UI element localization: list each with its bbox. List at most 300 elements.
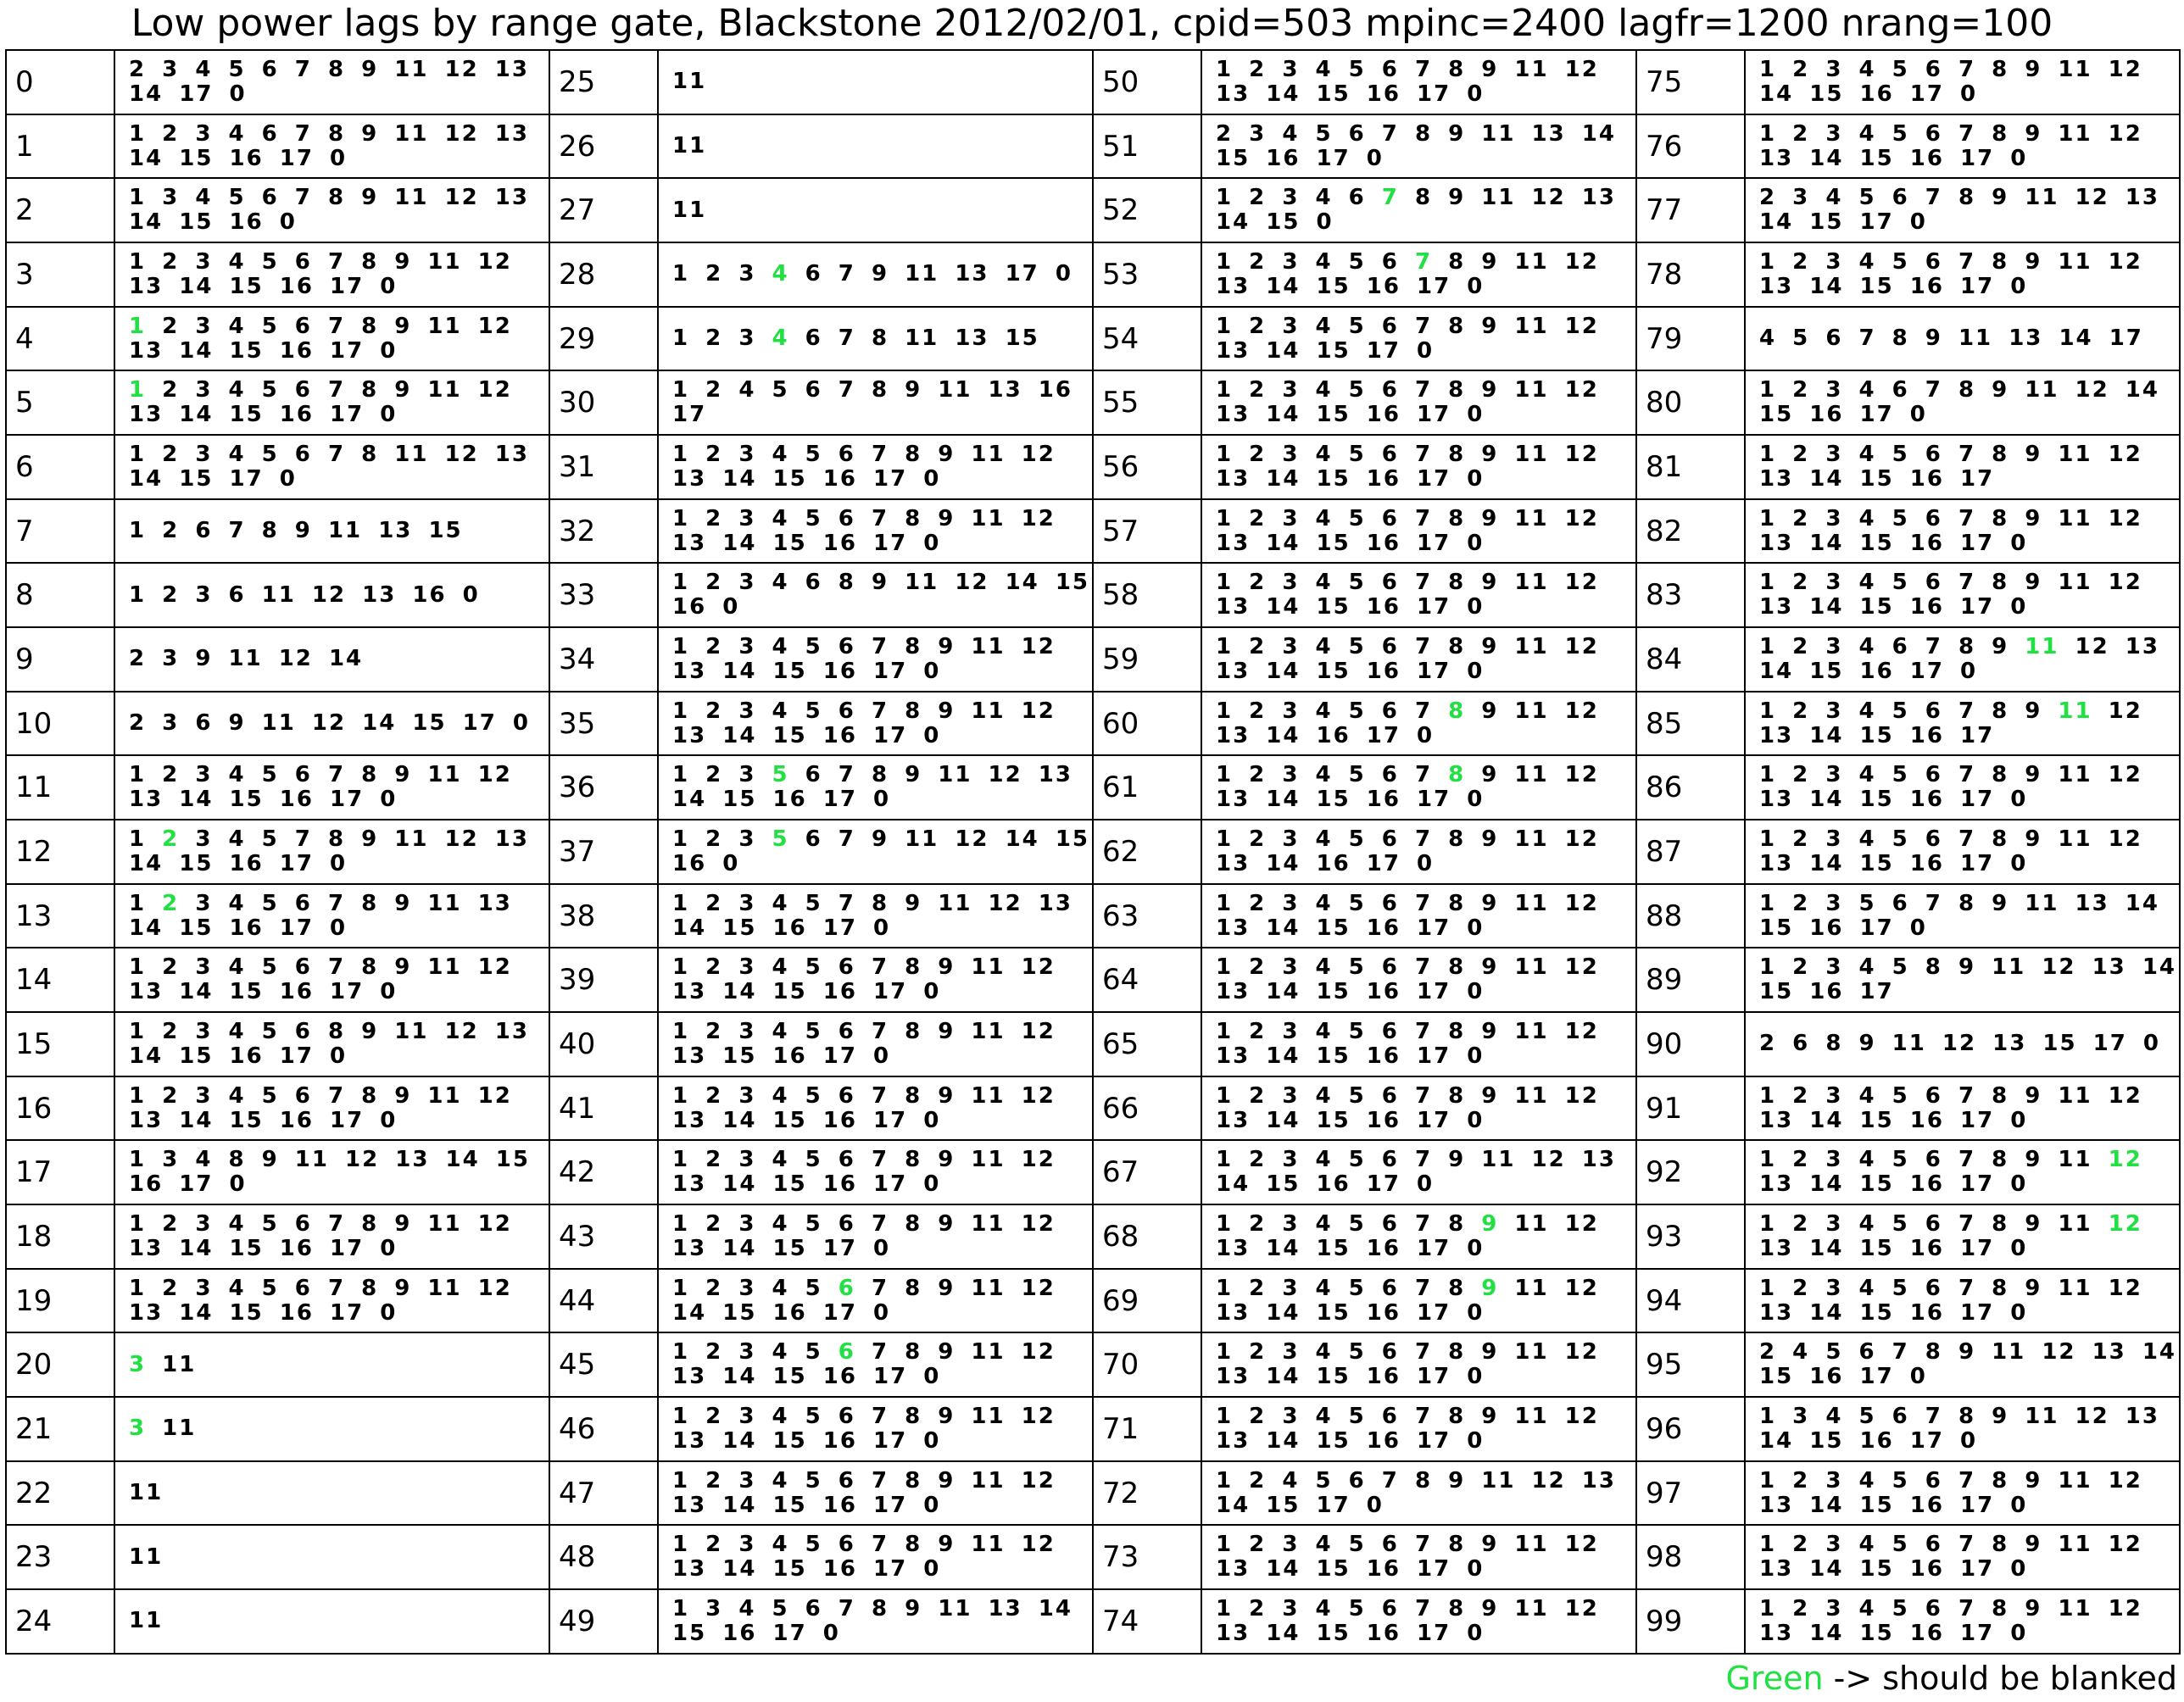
lag-value: 6 (294, 1082, 312, 1109)
lag-value: 2 (1792, 1147, 1810, 1173)
lag-value: 16 (279, 273, 314, 299)
lag-value: 14 (1809, 1620, 1844, 1646)
lag-value: 16 (822, 530, 857, 556)
lag-value: 6 (1381, 248, 1399, 275)
lag-value: 0 (1467, 594, 1485, 620)
range-gate-number: 81 (1636, 435, 1745, 499)
lag-value: 17 (330, 787, 365, 813)
lag-value: 4 (1315, 954, 1333, 981)
lag-value: 8 (1448, 56, 1466, 82)
range-gate-table (5, 49, 2181, 1655)
lag-value: 0 (1467, 273, 1485, 299)
lag-list (1201, 692, 1636, 756)
lag-value: 4 (1858, 120, 1876, 147)
lag-value: 15 (1055, 826, 1090, 852)
lag-value: 0 (380, 979, 398, 1005)
lag-value: 8 (1958, 377, 1976, 403)
lag-value: 2 (1249, 1210, 1267, 1237)
lag-value: 15 (772, 722, 807, 748)
lag-value: 2 (1792, 826, 1810, 852)
lag-value: 7 (1414, 633, 1433, 659)
lag-value: 16 (772, 1043, 807, 1069)
lag-value: 11 (1514, 248, 1549, 275)
lag-value: 6 (1381, 1018, 1399, 1044)
lag-value: 4 (1315, 1339, 1333, 1365)
lag-value: 12 (1021, 633, 1056, 659)
lag-value: 15 (722, 1299, 757, 1326)
lag-value: 5 (1892, 248, 1909, 275)
lag-value: 13 (1216, 1364, 1251, 1390)
lag-value: 12 (1021, 1275, 1056, 1301)
lag-value: 11 (938, 762, 972, 788)
lag-value: 2 (1249, 1595, 1267, 1621)
lag-value: 0 (279, 465, 297, 492)
lag-value: 13 (1759, 1556, 1794, 1582)
lag-value: 1 (1759, 826, 1777, 852)
lag-value: 5 (261, 1018, 279, 1044)
lag-value: 11 (971, 954, 1006, 981)
lag-value: 4 (1315, 185, 1333, 211)
lag-value: 13 (395, 1147, 430, 1173)
lag-value: 9 (1448, 120, 1466, 147)
lag-value: 9 (1958, 954, 1976, 981)
lag-value: 7 (327, 377, 346, 403)
lag-value: 1 (129, 826, 147, 852)
lag-value: 13 (1216, 979, 1251, 1005)
lag-value: 8 (905, 1210, 922, 1237)
lag-value: 5 (1348, 1018, 1366, 1044)
table-row (6, 499, 2180, 564)
lag-value: 14 (672, 915, 707, 941)
lag-value: 1 (129, 890, 147, 916)
lag-value: 15 (1316, 402, 1351, 428)
lag-value: 15 (772, 1364, 807, 1390)
range-gate-number: 10 (6, 692, 114, 756)
lag-list (658, 1589, 1093, 1654)
range-gate-number: 60 (1093, 692, 1201, 756)
lag-value: 16 (1909, 145, 1944, 171)
range-gate-number: 63 (1093, 884, 1201, 948)
lag-value: 14 (2125, 377, 2159, 403)
lag-value: 6 (1381, 826, 1399, 852)
lag-list (1201, 563, 1636, 627)
lag-value: 7 (1414, 1275, 1433, 1301)
lag-value: 5 (1348, 570, 1366, 596)
lag-value: 7 (871, 954, 889, 981)
lag-value: 2 (705, 633, 723, 659)
lag-value: 13 (1216, 1556, 1251, 1582)
lag-value: 13 (494, 441, 529, 467)
lag-value: 0 (1316, 209, 1334, 236)
lag-value: 1 (129, 1147, 147, 1173)
range-gate-number: 83 (1636, 563, 1745, 627)
lag-value: 14 (1266, 979, 1301, 1005)
lag-value: 3 (195, 248, 213, 275)
lag-value: 2 (1759, 185, 1777, 211)
lag-value: 2 (162, 1082, 180, 1109)
lag-value: 12 (2108, 762, 2142, 788)
lag-value: 11 (394, 185, 429, 211)
lag-value: 3 (1282, 1339, 1300, 1365)
lag-value: 1 (1759, 1082, 1777, 1109)
lag-value: 5 (1892, 1532, 1909, 1558)
range-gate-number: 21 (6, 1397, 114, 1461)
lag-value: 12 (1564, 954, 1599, 981)
lag-value: 2 (162, 1210, 180, 1237)
range-gate-number: 88 (1636, 884, 1745, 948)
lag-value: 1 (1216, 1210, 1234, 1237)
lag-value: 2 (1249, 1275, 1267, 1301)
lag-value: 11 (1514, 1210, 1549, 1237)
lag-value: 6 (1381, 762, 1399, 788)
lag-value: 14 (722, 1171, 757, 1198)
lag-value: 9 (1925, 325, 1942, 352)
lag-value: 13 (1759, 594, 1794, 620)
lag-value: 4 (1315, 377, 1333, 403)
lag-list (1745, 1204, 2180, 1269)
lag-value: 8 (1825, 1031, 1843, 1057)
lag-value: 8 (1448, 826, 1466, 852)
lag-value: 11 (971, 1532, 1006, 1558)
lag-value: 3 (738, 261, 756, 287)
lag-value: 7 (838, 826, 855, 852)
lag-value: 7 (327, 1275, 346, 1301)
lag-value: 15 (672, 1620, 707, 1646)
lag-value: 9 (1481, 698, 1499, 724)
lag-value: 14 (722, 465, 757, 492)
lag-value: 0 (923, 530, 941, 556)
lag-value: 7 (1958, 698, 1976, 724)
lag-value: 15 (772, 465, 807, 492)
lag-value: 5 (1348, 1082, 1366, 1109)
lag-value: 11 (427, 1082, 462, 1109)
lag-value: 16 (1909, 594, 1944, 620)
lag-value: 14 (1809, 850, 1844, 876)
lag-value: 3 (1792, 1403, 1810, 1429)
lag-value: 2 (162, 313, 180, 339)
lag-value: 11 (971, 1403, 1006, 1429)
lag-value: 11 (971, 505, 1006, 531)
lag-list (114, 1269, 549, 1333)
lag-value: 6 (1925, 1147, 1942, 1173)
lag-value: 1 (1216, 1595, 1234, 1621)
lag-value: 12 (1564, 377, 1599, 403)
lag-value: 3 (1282, 698, 1300, 724)
lag-value: 12 (1021, 954, 1056, 981)
lag-value: 7 (327, 313, 346, 339)
lag-value: 7 (294, 120, 312, 147)
lag-value: 13 (1216, 1299, 1251, 1326)
lag-value: 2 (705, 570, 723, 596)
lag-value: 16 (279, 1299, 314, 1326)
lag-value: 6 (228, 581, 246, 608)
lag-value: 3 (1825, 1275, 1843, 1301)
legend-green-word: Green (1725, 1660, 1824, 1697)
lag-value: 3 (1282, 1275, 1300, 1301)
lag-value: 13 (1759, 1235, 1794, 1261)
lag-value: 13 (2125, 1403, 2159, 1429)
lag-value: 11 (427, 1275, 462, 1301)
lag-value: 16 (1366, 1043, 1401, 1069)
lag-value: 13 (1759, 1171, 1794, 1198)
lag-value: 9 (2025, 1147, 2042, 1173)
lag-value: 11 (971, 1467, 1006, 1493)
lag-list (658, 884, 1093, 948)
lag-value: 17 (1960, 530, 1995, 556)
lag-value: 3 (195, 890, 213, 916)
range-gate-number: 0 (6, 50, 114, 114)
lag-value: 15 (1316, 1620, 1351, 1646)
lag-value: 5 (1892, 1467, 1909, 1493)
lag-list (1201, 242, 1636, 307)
lag-value: 5 (1858, 890, 1876, 916)
lag-value: 5 (228, 56, 246, 82)
range-gate-number: 22 (6, 1461, 114, 1526)
lag-value: 3 (1282, 954, 1300, 981)
lag-list (1201, 1397, 1636, 1461)
lag-list (1745, 1397, 2180, 1461)
lag-value: 5 (805, 1275, 822, 1301)
lag-value: 5 (1892, 1147, 1909, 1173)
range-gate-number: 58 (1093, 563, 1201, 627)
lag-value: 15 (1316, 1043, 1351, 1069)
lag-value: 13 (494, 1018, 529, 1044)
lag-value: 3 (1282, 762, 1300, 788)
lag-value: 4 (228, 1210, 246, 1237)
lag-value: 8 (1992, 1210, 2009, 1237)
lag-value: 13 (1216, 1427, 1251, 1454)
lag-value: 17 (1960, 722, 1995, 748)
lag-value: 14 (722, 658, 757, 684)
lag-value: 15 (1809, 658, 1844, 684)
range-gate-number: 46 (549, 1397, 658, 1461)
lag-value: 11 (2025, 1403, 2059, 1429)
lag-value: 16 (1909, 1171, 1944, 1198)
lag-value: 16 (1859, 658, 1894, 684)
lag-list (1745, 499, 2180, 564)
lag-value: 1 (672, 325, 690, 352)
lag-value: 17 (873, 530, 908, 556)
lag-value: 4 (1315, 1595, 1333, 1621)
lag-value: 9 (2025, 570, 2042, 596)
lag-list (1201, 435, 1636, 499)
lag-value: 17 (1960, 1107, 1995, 1133)
lag-value: 15 (412, 710, 447, 737)
lag-value: 13 (1581, 1467, 1616, 1493)
range-gate-number: 72 (1093, 1461, 1201, 1526)
lag-value: 8 (327, 56, 346, 82)
lag-value: 0 (1417, 722, 1435, 748)
lag-list (658, 1269, 1093, 1333)
lag-value: 8 (361, 954, 379, 981)
lag-value: 17 (1417, 1043, 1451, 1069)
lag-value: 13 (494, 56, 529, 82)
table-row (6, 178, 2180, 242)
lag-value-blank: 12 (2108, 1147, 2142, 1173)
lag-value: 1 (1216, 185, 1234, 211)
lag-value: 14 (1809, 1107, 1844, 1133)
lag-list (114, 1076, 549, 1141)
lag-value: 3 (1825, 377, 1843, 403)
lag-value: 2 (162, 518, 180, 544)
lag-value: 9 (938, 954, 956, 981)
lag-value: 5 (261, 1082, 279, 1109)
lag-value: 7 (327, 890, 346, 916)
range-gate-number: 90 (1636, 1012, 1745, 1076)
range-gate-number: 74 (1093, 1589, 1201, 1654)
lag-value: 4 (228, 762, 246, 788)
lag-value: 5 (1348, 1595, 1366, 1621)
lag-value: 11 (1481, 120, 1516, 147)
lag-value: 17 (873, 1492, 908, 1518)
lag-value: 8 (1448, 377, 1466, 403)
lag-value: 13 (988, 1595, 1022, 1621)
lag-value: 6 (1348, 120, 1366, 147)
lag-value: 12 (2108, 56, 2142, 82)
lag-value: 12 (1531, 185, 1566, 211)
lag-value: 15 (1005, 325, 1039, 352)
lag-value: 2 (1249, 698, 1267, 724)
lag-value: 3 (195, 826, 213, 852)
table-row (6, 1525, 2180, 1589)
lag-value: 13 (672, 658, 707, 684)
lag-value: 8 (1958, 890, 1976, 916)
lag-value: 13 (1759, 145, 1794, 171)
lag-value: 2 (705, 1275, 723, 1301)
lag-value: 12 (1564, 1595, 1599, 1621)
lag-value: 2 (705, 1082, 723, 1109)
lag-value: 4 (228, 890, 246, 916)
lag-value: 4 (1315, 570, 1333, 596)
lag-value: 3 (195, 1210, 213, 1237)
lag-value: 13 (129, 1299, 164, 1326)
lag-value: 8 (905, 1082, 922, 1109)
lag-value: 7 (1414, 826, 1433, 852)
lag-value: 3 (738, 698, 756, 724)
lag-value: 5 (805, 1147, 822, 1173)
lag-value: 11 (1958, 325, 1993, 352)
lag-value: 4 (1759, 325, 1777, 352)
range-gate-number: 11 (6, 755, 114, 820)
lag-value: 4 (1315, 56, 1333, 82)
lag-value: 17 (1417, 1299, 1451, 1326)
lag-value: 13 (1216, 465, 1251, 492)
lag-value: 13 (672, 1107, 707, 1133)
lag-value: 0 (2010, 594, 2028, 620)
lag-value: 0 (1467, 1043, 1485, 1069)
lag-value: 9 (2025, 1595, 2042, 1621)
lag-value: 7 (1381, 1467, 1399, 1493)
lag-value: 2 (1249, 377, 1267, 403)
lag-list (1201, 307, 1636, 371)
lag-value: 1 (1759, 698, 1777, 724)
lag-value: 4 (1315, 1210, 1333, 1237)
lag-value: 1 (1759, 954, 1777, 981)
lag-value: 9 (2025, 56, 2042, 82)
lag-value: 16 (772, 1299, 807, 1326)
lag-value: 16 (1038, 377, 1072, 403)
lag-value: 16 (1909, 1299, 1944, 1326)
lag-value: 14 (1809, 465, 1844, 492)
lag-value: 1 (1759, 377, 1777, 403)
lag-value: 16 (722, 1620, 757, 1646)
lag-value: 6 (1892, 890, 1909, 916)
lag-value: 9 (2025, 826, 2042, 852)
range-gate-number: 39 (549, 948, 658, 1012)
lag-value: 6 (1381, 698, 1399, 724)
lag-value: 12 (1021, 1467, 1056, 1493)
lag-value: 8 (1448, 570, 1466, 596)
lag-value: 8 (1992, 56, 2009, 82)
lag-value: 15 (772, 1492, 807, 1518)
table-row (6, 1076, 2180, 1141)
lag-value: 9 (938, 1082, 956, 1109)
lag-value: 16 (1366, 658, 1401, 684)
lag-value: 0 (1909, 915, 1927, 941)
lag-value: 5 (1348, 56, 1366, 82)
lag-value: 11 (1514, 633, 1549, 659)
lag-value: 12 (1021, 1339, 1056, 1365)
lag-value: 9 (2025, 1210, 2042, 1237)
lag-value: 11 (971, 1210, 1006, 1237)
lag-value: 3 (162, 710, 180, 737)
lag-value: 3 (1282, 377, 1300, 403)
lag-value: 4 (772, 1532, 789, 1558)
lag-value: 3 (738, 570, 756, 596)
lag-value: 17 (1960, 465, 1995, 492)
lag-value: 12 (477, 1082, 512, 1109)
lag-value: 14 (179, 787, 214, 813)
lag-value: 0 (279, 209, 297, 236)
range-gate-number: 30 (549, 370, 658, 435)
lag-value: 1 (1216, 570, 1234, 596)
lag-value: 1 (672, 1275, 690, 1301)
lag-value: 5 (805, 1467, 822, 1493)
lag-value: 4 (772, 1210, 789, 1237)
lag-value: 5 (1892, 120, 1909, 147)
lag-value: 8 (1992, 570, 2009, 596)
lag-value: 5 (1348, 1403, 1366, 1429)
lag-value: 6 (1925, 1082, 1942, 1109)
lag-value: 11 (1514, 570, 1549, 596)
lag-value: 17 (1960, 1171, 1995, 1198)
lag-value: 11 (1992, 954, 2026, 981)
lag-value: 9 (394, 1082, 412, 1109)
lag-value: 11 (971, 633, 1006, 659)
lag-value: 0 (2010, 1171, 2028, 1198)
lag-value: 17 (873, 465, 908, 492)
lag-value: 1 (1216, 56, 1234, 82)
lag-value: 15 (1859, 787, 1894, 813)
lag-value: 5 (1348, 441, 1366, 467)
lag-value: 13 (1216, 1620, 1251, 1646)
lag-value-blank: 3 (129, 1351, 147, 1377)
lag-value: 1 (1216, 890, 1234, 916)
lag-value: 15 (1316, 658, 1351, 684)
lag-value: 16 (1366, 915, 1401, 941)
lag-value: 17 (1417, 1427, 1451, 1454)
lag-value-blank: 11 (2058, 698, 2092, 724)
lag-value: 14 (1809, 1556, 1844, 1582)
lag-value: 0 (1467, 1235, 1485, 1261)
lag-value: 3 (1282, 1147, 1300, 1173)
range-gate-number: 98 (1636, 1525, 1745, 1589)
lag-value: 8 (361, 762, 379, 788)
lag-value: 17 (229, 465, 264, 492)
lag-value: 14 (1759, 658, 1794, 684)
lag-value: 11 (1992, 1339, 2026, 1365)
lag-value: 6 (1925, 505, 1942, 531)
